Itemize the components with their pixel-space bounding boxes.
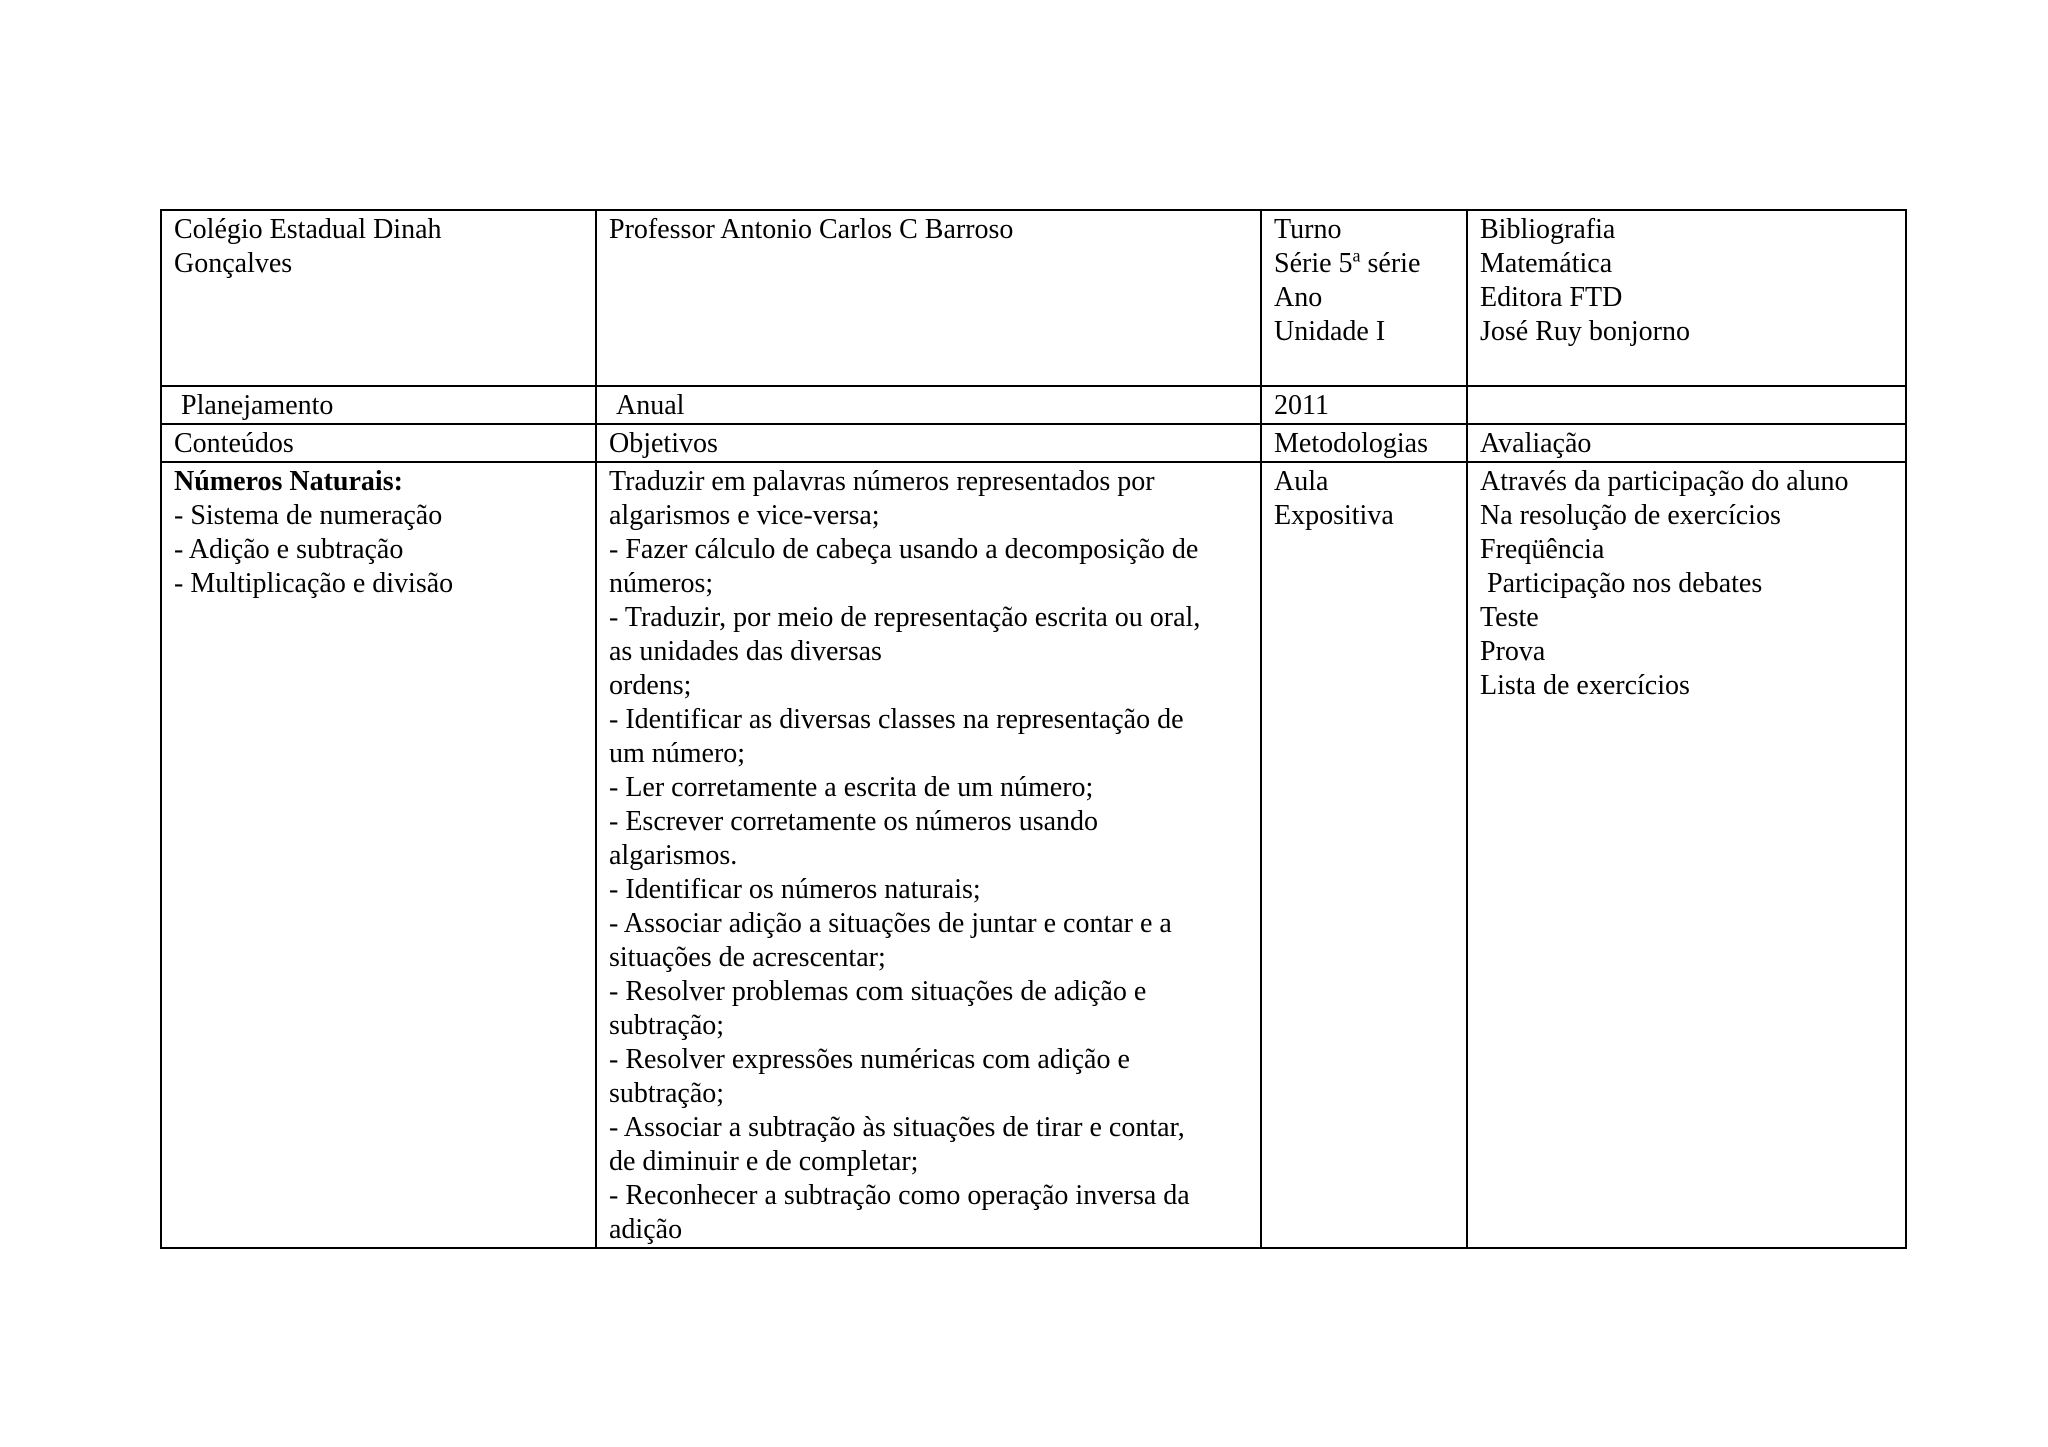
planejamento-year: [1261, 386, 1467, 424]
objetivo-line: - Identificar os números naturais;: [609, 874, 981, 905]
objetivo-line: - Associar adição a situações de juntar e contar e a: [609, 908, 1172, 939]
avaliacao-line: Através da participação do aluno: [1480, 466, 1849, 497]
ano-label: Ano: [1274, 282, 1323, 313]
metodologia-line: Aula: [1274, 466, 1329, 497]
bibliography-line-2: Matemática: [1480, 248, 1613, 279]
turno-label: Turno: [1274, 214, 1342, 245]
professor-name: Professor Antonio Carlos C Barroso: [609, 214, 1014, 245]
planejamento-text: Planejamento: [174, 390, 334, 421]
objetivo-line: números;: [609, 568, 714, 599]
avaliacao-line: Freqüência: [1480, 534, 1605, 565]
planning-table: [160, 209, 1907, 1249]
avaliacao-line: Na resolução de exercícios: [1480, 500, 1781, 531]
bibliography-cell: [1467, 210, 1906, 386]
planejamento-year-text: 2011: [1274, 390, 1329, 421]
serie-label: [1274, 247, 1454, 281]
avaliacao-cell: [1467, 462, 1906, 1248]
objetivo-line: um número;: [609, 738, 746, 769]
objetivo-line: - Escrever corretamente os números usando: [609, 806, 1099, 837]
bibliography-line-4: José Ruy bonjorno: [1480, 316, 1690, 347]
avaliacao-line: Participação nos debates: [1480, 568, 1763, 599]
unidade-label: Unidade I: [1274, 316, 1386, 347]
objetivo-line: - Ler corretamente a escrita de um número;: [609, 772, 1094, 803]
objetivo-line: - Resolver problemas com situações de adição e: [609, 976, 1147, 1007]
content-row: [161, 462, 1906, 1248]
objetivo-line: as unidades das diversas: [609, 636, 882, 667]
metodologia-line: Expositiva: [1274, 500, 1394, 531]
metodologias-cell: [1261, 462, 1467, 1248]
objetivo-line: adição: [609, 1214, 683, 1245]
objetivo-line: - Traduzir, por meio de representação escrita ou oral,: [609, 602, 1201, 633]
objetivo-line: situações de acrescentar;: [609, 942, 886, 973]
objetivo-line: subtração;: [609, 1078, 725, 1109]
objetivo-line: - Associar a subtração às situações de tirar e contar,: [609, 1112, 1185, 1143]
avaliacao-line: Teste: [1480, 602, 1539, 633]
professor-cell: [596, 210, 1261, 386]
planejamento-label: [161, 386, 596, 424]
column-headers-row: [161, 424, 1906, 462]
planejamento-type-text: Anual: [609, 390, 685, 421]
col-header-objetivos: Objetivos: [596, 424, 1261, 462]
col-header-conteudos: Conteúdos: [161, 424, 596, 462]
serie-superscript: a: [1352, 245, 1361, 266]
objetivo-line: Traduzir em palavras números representados por: [609, 466, 1155, 497]
school-name-line-2: Gonçalves: [174, 248, 293, 279]
avaliacao-line: Prova: [1480, 636, 1546, 667]
objetivo-line: algarismos e vice-versa;: [609, 500, 880, 531]
conteudos-item: - Adição e subtração: [174, 534, 404, 565]
bibliography-line-3: Editora FTD: [1480, 282, 1623, 313]
conteudos-cell: [161, 462, 596, 1248]
header-row: [161, 210, 1906, 386]
planejamento-type: [596, 386, 1261, 424]
class-info-cell: [1261, 210, 1467, 386]
conteudos-item: - Sistema de numeração: [174, 500, 443, 531]
bibliography-line-1: Bibliografia: [1480, 214, 1616, 245]
col-header-avaliacao: Avaliação: [1467, 424, 1906, 462]
school-cell: [161, 210, 596, 386]
serie-prefix: Série 5: [1274, 248, 1353, 279]
objetivo-line: algarismos.: [609, 840, 738, 871]
objetivo-line: - Reconhecer a subtração como operação inversa da: [609, 1180, 1190, 1211]
conteudos-item: - Multiplicação e divisão: [174, 568, 454, 599]
objetivo-line: de diminuir e de completar;: [609, 1146, 919, 1177]
avaliacao-line: Lista de exercícios: [1480, 670, 1690, 701]
serie-suffix: série: [1360, 248, 1421, 279]
objetivos-cell: [596, 462, 1261, 1248]
planning-row: [161, 386, 1906, 424]
objetivo-line: subtração;: [609, 1010, 725, 1041]
objetivo-line: ordens;: [609, 670, 692, 701]
planejamento-empty: [1467, 386, 1906, 424]
conteudos-title: Números Naturais:: [174, 466, 403, 497]
school-name-line-1: Colégio Estadual Dinah: [174, 214, 442, 245]
objetivo-line: - Resolver expressões numéricas com adição e: [609, 1044, 1130, 1075]
objetivo-line: - Identificar as diversas classes na representação de: [609, 704, 1184, 735]
objetivo-line: - Fazer cálculo de cabeça usando a decomposição de: [609, 534, 1199, 565]
col-header-metodologias: Metodologias: [1261, 424, 1467, 462]
